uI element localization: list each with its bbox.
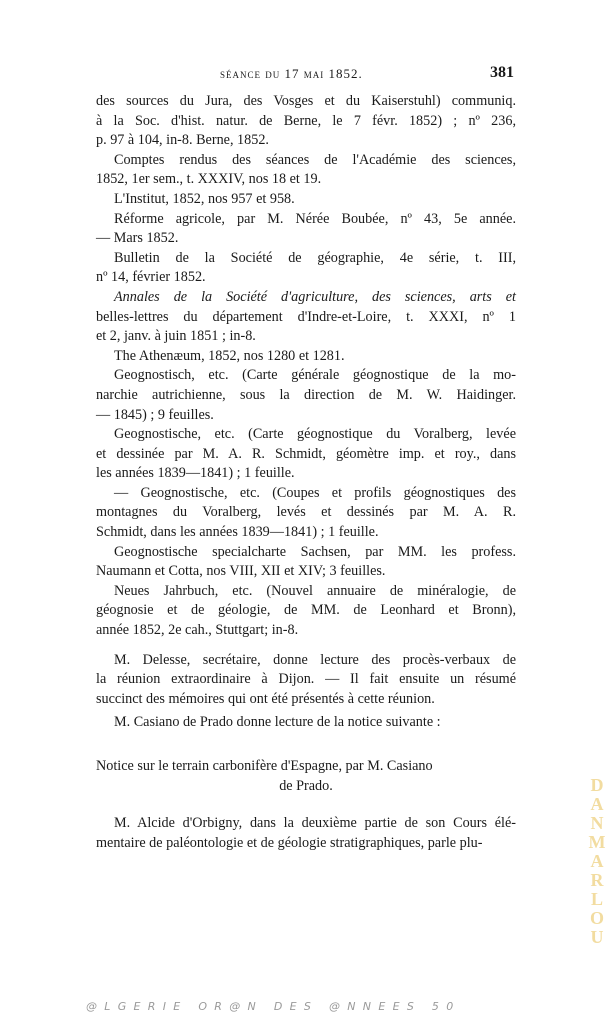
text-line: Comptes rendus des séances de l'Académie des sciences,	[114, 151, 516, 168]
text-line: The Athenæum, 1852, nos 1280 et 1281.	[114, 347, 345, 364]
watermark-letter: O	[589, 908, 604, 928]
entry-sachsen	[96, 543, 516, 582]
text-line: des sources du Jura, des Vosges et du Kaiserstuhl) communiq.	[96, 93, 516, 109]
paragraph-casiano	[96, 713, 516, 733]
entry-geognostische-voralberg	[96, 425, 516, 484]
text-line: Schmidt, dans les années 1839—1841) ; 1 feuille.	[96, 524, 379, 541]
vertical-watermark	[588, 776, 606, 947]
watermark-letter: L	[590, 889, 603, 909]
entry-neues-jahrbuch	[96, 582, 516, 641]
entry-geognostisch	[96, 366, 516, 425]
page-number: 381	[490, 64, 514, 81]
text-line: année 1852, 2e cah., Stuttgart; in-8.	[96, 622, 299, 639]
text-line: géognosie et de géologie, de MM. de Leonhard et Bronn),	[96, 602, 516, 619]
text-line: la réunion extraordinaire à Dijon. — Il fait ensuite un résumé	[96, 671, 516, 688]
watermark-letter: A	[590, 851, 604, 871]
entry-institut	[96, 190, 516, 210]
notice-title-line: de Prado.	[279, 777, 333, 794]
text-line: mentaire de paléontologie et de géologie stratigraphiques, parle plu-	[96, 834, 483, 851]
watermark-letter: R	[590, 870, 604, 890]
text-line: M. Casiano de Prado donne lecture de la notice suivante :	[114, 714, 441, 731]
page-header	[96, 66, 516, 88]
text-line: Geognostische, etc. (Carte géognostique du Voralberg, levée	[114, 426, 516, 443]
entry-reforme-agricole	[96, 210, 516, 249]
text-line: — Mars 1852.	[96, 230, 179, 247]
watermark-letter: M	[588, 832, 606, 852]
text-line: Geognostische specialcharte Sachsen, par MM. les profess.	[114, 543, 516, 560]
text-line: succinct des mémoires qui ont été présentés à cette réunion.	[96, 690, 435, 707]
entry-comptes-rendus	[96, 151, 516, 190]
text-line: montagnes du Voralberg, levés et dessinés par M. A. R.	[96, 504, 516, 521]
text-line: — 1845) ; 9 feuilles.	[96, 406, 214, 423]
text-line: les années 1839—1841) ; 1 feuille.	[96, 465, 295, 482]
paragraph-orbigny	[96, 814, 516, 853]
text-line: Annales de la Société d'agriculture, des sciences, arts et	[114, 288, 516, 305]
text-line: nº 14, février 1852.	[96, 269, 206, 286]
text-line: belles-lettres du département d'Indre-et-Loire, t. XXXI, nº 1	[96, 308, 516, 325]
page-body	[96, 92, 516, 853]
watermark-letter: U	[590, 927, 604, 947]
entry-annales	[96, 288, 516, 347]
entry-jura	[96, 92, 516, 151]
entry-bulletin-geographie	[96, 249, 516, 288]
text-line: M. Alcide d'Orbigny, dans la deuxième partie de son Cours élé-	[114, 815, 516, 832]
text-line: Réforme agricole, par M. Nérée Boubée, nº 43, 5e année.	[114, 210, 516, 227]
watermark-letter: N	[590, 813, 604, 833]
notice-title-line: Notice sur le terrain carbonifère d'Espagne, par M. Casiano	[96, 758, 433, 774]
text-line: 1852, 1er sem., t. XXXIV, nos 18 et 19.	[96, 171, 322, 188]
text-line: et 2, janv. à juin 1851 ; in-8.	[96, 328, 256, 345]
footer-watermark: @LGERIE OR@N DES @NNEES 50	[86, 1000, 461, 1013]
text-line: Neues Jahrbuch, etc. (Nouvel annuaire de minéralogie, de	[114, 582, 516, 599]
text-line: L'Institut, 1852, nos 957 et 958.	[114, 190, 295, 207]
text-line: à la Soc. d'hist. natur. de Berne, le 7 févr. 1852) ; nº 236,	[96, 112, 516, 129]
text-line: narchie autrichienne, sous la direction de M. W. Haidinger.	[96, 386, 516, 403]
text-line: Naumann et Cotta, nos VIII, XII et XIV; 3 feuilles.	[96, 563, 386, 580]
text-line: Geognostisch, etc. (Carte générale géognostique de la mo-	[114, 367, 516, 384]
running-title: séance du 17 mai 1852.	[220, 66, 363, 81]
paragraph-delesse	[96, 651, 516, 710]
text-line: M. Delesse, secrétaire, donne lecture des procès-verbaux de	[114, 651, 516, 668]
text-line: p. 97 à 104, in-8. Berne, 1852.	[96, 132, 269, 149]
text-line: Bulletin de la Société de géographie, 4e série, t. III,	[114, 249, 516, 266]
watermark-letter: A	[590, 794, 604, 814]
watermark-letter: D	[590, 775, 604, 795]
text-line: et dessinée par M. A. R. Schmidt, géomètre imp. et roy., dans	[96, 445, 516, 462]
entry-athenaeum	[96, 347, 516, 367]
text-line: — Geognostische, etc. (Coupes et profils géognostiques des	[114, 484, 516, 501]
notice-title	[96, 757, 516, 796]
entry-geognostische-coupes	[96, 484, 516, 543]
